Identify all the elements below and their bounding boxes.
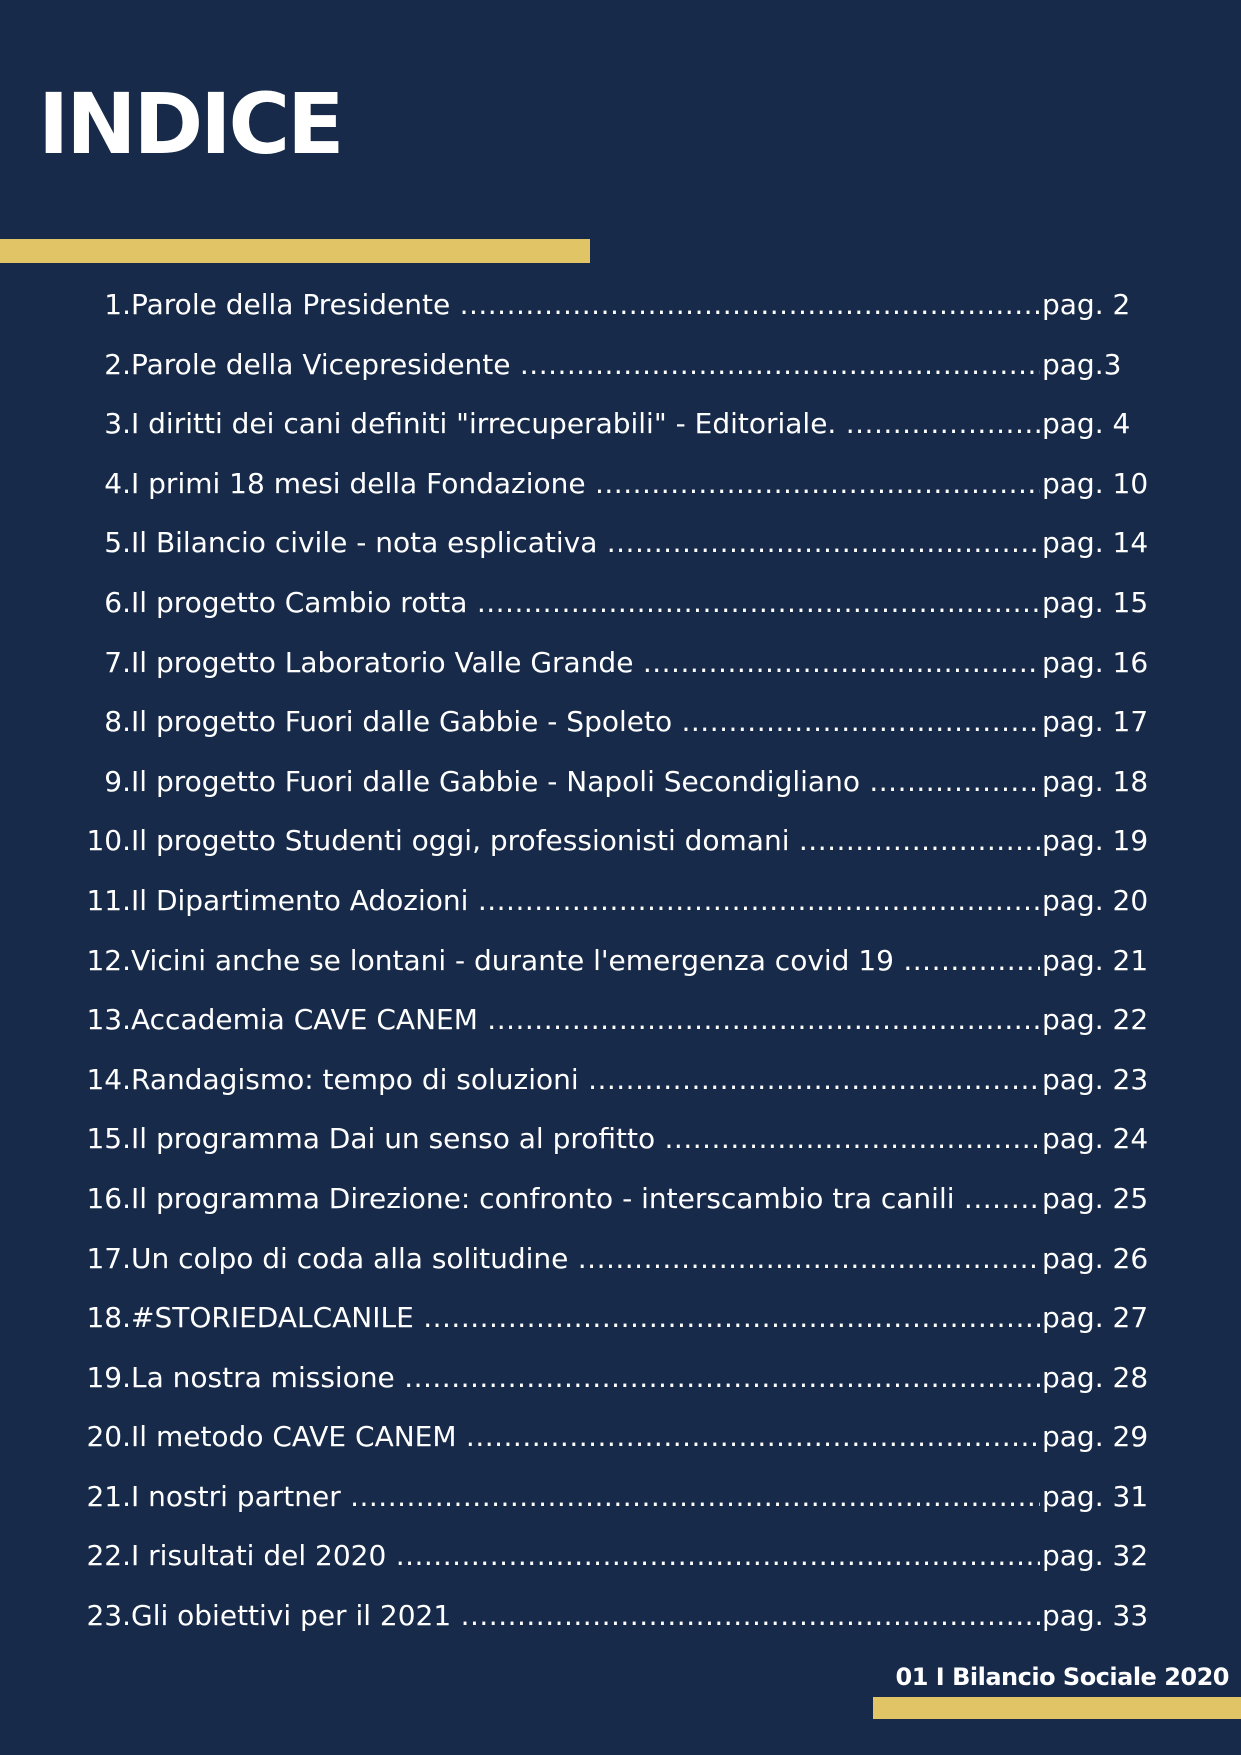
toc-entry-page: pag. 10: [1040, 460, 1148, 508]
toc-entry: [0, 579, 1241, 639]
toc-entry-title: Randagismo: tempo di soluzioni .....: [131, 1056, 1043, 1104]
toc-entry-page: pag. 19: [1040, 817, 1148, 865]
toc-entry-number: 6.: [104, 585, 131, 619]
toc-entry: [0, 937, 1241, 997]
toc-entry-number: 18.: [86, 1301, 131, 1335]
toc-entry: [0, 1235, 1241, 1295]
toc-entry-page: pag. 15: [1040, 579, 1148, 627]
toc-entry-page: pag. 21: [1040, 937, 1148, 985]
toc-entry-number: 10.: [86, 824, 131, 858]
table-of-contents: [0, 281, 1241, 1652]
toc-entry-page: pag. 31: [1040, 1473, 1148, 1521]
toc-entry-title: Il Bilancio civile - nota esplicativa .....: [131, 519, 1043, 567]
toc-entry-title: I risultati del 2020 .....: [131, 1532, 1043, 1580]
accent-bar-top: [0, 239, 590, 263]
toc-entry: [0, 758, 1241, 818]
toc-entry-page: pag. 25: [1040, 1175, 1148, 1223]
toc-entry: [0, 877, 1241, 937]
toc-entry-page: pag. 2: [1040, 281, 1130, 329]
page-title: INDICE: [38, 75, 342, 173]
toc-entry-number: 7.: [104, 645, 131, 679]
toc-entry-number: 20.: [86, 1420, 131, 1454]
toc-entry-title: Parole della Vicepresidente .....: [131, 341, 1043, 389]
toc-entry-title: Il progetto Cambio rotta .....: [131, 579, 1043, 627]
toc-entry-title: Il programma Direzione: confronto - interscambio tra canili .....: [131, 1175, 1043, 1223]
toc-entry-page: pag. 27: [1040, 1294, 1148, 1342]
toc-entry: [0, 341, 1241, 401]
toc-entry: [0, 1413, 1241, 1473]
toc-entry-page: pag. 26: [1040, 1235, 1148, 1283]
toc-entry-number: 9.: [104, 764, 131, 798]
toc-entry-title: #STORIEDALCANILE .....: [131, 1294, 1043, 1342]
toc-entry-page: pag. 14: [1040, 519, 1148, 567]
toc-entry-title: Gli obiettivi per il 2021 .....: [131, 1592, 1043, 1640]
toc-entry-title: Il progetto Fuori dalle Gabbie - Spoleto .....: [131, 698, 1043, 746]
toc-entry-number: 13.: [86, 1003, 131, 1037]
toc-entry-number: 16.: [86, 1181, 131, 1215]
toc-entry-title: Il Dipartimento Adozioni .....: [131, 877, 1043, 925]
toc-entry-page: pag. 22: [1040, 996, 1148, 1044]
toc-entry-title: Il progetto Fuori dalle Gabbie - Napoli Secondigliano .....: [131, 758, 1043, 806]
toc-entry-title: Accademia CAVE CANEM .....: [131, 996, 1043, 1044]
toc-entry: [0, 460, 1241, 520]
toc-entry-page: pag. 32: [1040, 1532, 1148, 1580]
toc-entry-title: I primi 18 mesi della Fondazione .....: [131, 460, 1043, 508]
toc-entry: [0, 817, 1241, 877]
toc-entry-number: 1.: [104, 288, 131, 321]
toc-entry-title: Il progetto Laboratorio Valle Grande .....: [131, 639, 1043, 687]
toc-entry-title: Parole della Presidente .....: [131, 281, 1043, 329]
toc-entry: [0, 698, 1241, 758]
toc-entry-title: La nostra missione .....: [131, 1354, 1043, 1402]
toc-entry-number: 8.: [104, 705, 131, 739]
toc-entry-page: pag. 20: [1040, 877, 1148, 925]
toc-entry: [0, 519, 1241, 579]
toc-entry-number: 3.: [104, 407, 131, 441]
toc-entry-page: pag. 16: [1040, 639, 1148, 687]
toc-entry-number: 5.: [104, 526, 131, 560]
toc-entry: [0, 281, 1241, 341]
toc-entry-number: 2.: [104, 347, 131, 381]
toc-entry-title: I nostri partner .....: [131, 1473, 1043, 1521]
footer-label: 01 I Bilancio Sociale 2020: [895, 1663, 1229, 1691]
toc-entry-title: Il metodo CAVE CANEM .....: [131, 1413, 1043, 1461]
toc-entry-page: pag. 17: [1040, 698, 1148, 746]
toc-entry-page: pag. 24: [1040, 1115, 1148, 1163]
toc-entry: [0, 1354, 1241, 1414]
toc-entry-title: I diritti dei cani definiti "irrecuperabili" - Editoriale. .....: [131, 400, 1043, 448]
toc-entry-number: 11.: [86, 883, 131, 917]
toc-entry-number: 15.: [86, 1122, 131, 1156]
toc-entry-number: 23.: [86, 1599, 131, 1633]
toc-entry-page: pag.3: [1040, 341, 1121, 389]
toc-entry-page: pag. 33: [1040, 1592, 1148, 1640]
toc-entry-title: Vicini anche se lontani - durante l'emergenza covid 19 .....: [131, 937, 1043, 985]
toc-entry-number: 14.: [86, 1062, 131, 1096]
toc-entry-page: pag. 28: [1040, 1354, 1148, 1402]
toc-entry-number: 22.: [86, 1539, 131, 1573]
toc-entry: [0, 1115, 1241, 1175]
toc-entry-page: pag. 29: [1040, 1413, 1148, 1461]
toc-entry: [0, 1056, 1241, 1116]
toc-entry: [0, 1592, 1241, 1652]
toc-entry-number: 21.: [86, 1479, 131, 1513]
toc-entry: [0, 1294, 1241, 1354]
toc-entry: [0, 1473, 1241, 1533]
toc-entry: [0, 639, 1241, 699]
toc-entry-page: pag. 23: [1040, 1056, 1148, 1104]
toc-entry-title: Un colpo di coda alla solitudine .....: [131, 1235, 1043, 1283]
toc-entry: [0, 400, 1241, 460]
accent-bar-bottom: [873, 1697, 1241, 1719]
toc-entry-page: pag. 18: [1040, 758, 1148, 806]
toc-entry-title: Il programma Dai un senso al profitto .....: [131, 1115, 1043, 1163]
toc-entry: [0, 1175, 1241, 1235]
toc-entry-page: pag. 4: [1040, 400, 1130, 448]
toc-entry-title: Il progetto Studenti oggi, professionisti domani .....: [131, 817, 1043, 865]
toc-entry: [0, 1532, 1241, 1592]
toc-entry-number: 19.: [86, 1360, 131, 1394]
toc-entry-number: 12.: [86, 943, 131, 977]
toc-entry-number: 4.: [104, 466, 131, 500]
toc-entry-number: 17.: [86, 1241, 131, 1275]
toc-entry: [0, 996, 1241, 1056]
